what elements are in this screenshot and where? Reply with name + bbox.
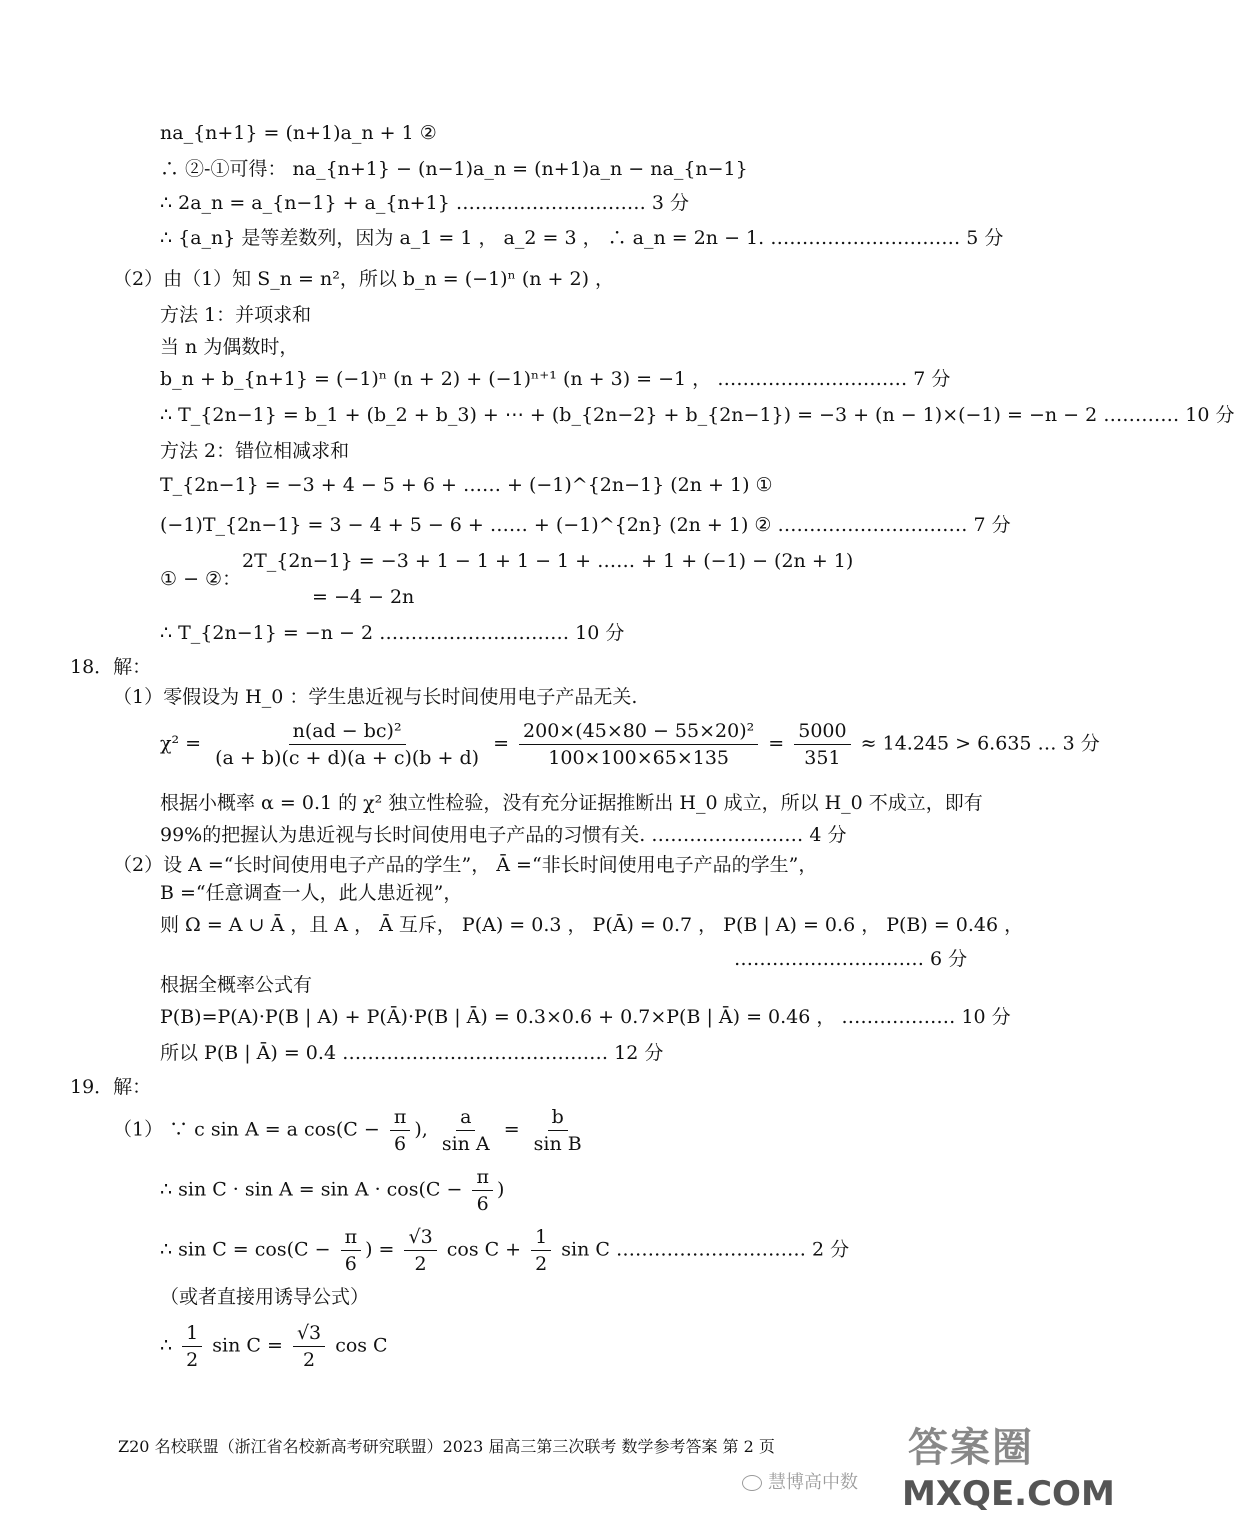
text-line: （或者直接用诱导公式） (160, 1286, 370, 1308)
fraction: $\frac{1}{2}$ (531, 1226, 551, 1275)
fraction: $\frac{√3}{2}$ (404, 1226, 436, 1275)
method-heading: 方法 2：错位相减求和 (160, 440, 350, 462)
wechat-icon (742, 1475, 762, 1491)
question-heading: 19．解： (70, 1076, 152, 1098)
eq-line: ∴ {a_n} 是等差数列，因为 a_1 = 1 ， a_2 = 3 ， ∴ a_n = 2n − 1. ………………………… 5 分 (160, 227, 1004, 249)
text-line: 根据小概率 α = 0.1 的 χ² 独立性检验，没有充分证据推断出 H_0 成立，所以 H_0 不成立，即有 (160, 792, 983, 814)
method-heading: 方法 1：并项求和 (160, 304, 312, 326)
fraction: $\frac{b}{\text{sin B}}$ (533, 1106, 582, 1155)
question-heading: 18．解： (70, 656, 152, 678)
fraction: $\frac{\pi}{6}$ (390, 1106, 411, 1155)
watermark-logo-cn: 答案圈 (908, 1425, 1034, 1471)
eq-line: P(B)=P(A)·P(B | A) + P(Ā)·P(B | Ā) = 0.3×0.6 + 0.7×P(B | Ā) = 0.46 ， ……………… 10 分 (160, 1006, 1011, 1028)
eq-line: b_n + b_{n+1} = (−1)ⁿ (n + 2) + (−1)ⁿ⁺¹ (n + 3) = −1 ， ………………………… 7 分 (160, 368, 951, 390)
watermark-wechat: 慧博高中数 (742, 1468, 858, 1494)
eq-line: 所以 P(B | Ā) = 0.4 …………………………………… 12 分 (160, 1042, 664, 1064)
fraction: $\frac{\text{200×(45×80 − 55×20)²}}{100\times 100\times 65\times 135}$ (519, 720, 758, 769)
fraction: $\frac{\pi}{6}$ (472, 1166, 493, 1215)
chi-lhs: χ² = (160, 732, 202, 755)
text-line: 根据全概率公式有 (160, 974, 313, 996)
text-line: 则 Ω = A ∪ Ā ，且 A ， Ā 互斥， P(A) = 0.3 ， P(Ā) = 0.7 ， P(B | A) = 0.6 ， P(B) = 0.46 ， (160, 914, 1024, 936)
eq-line: ∴ sin C · sin A = sin A · cos(C − $\frac{\pi}{6}$ ) (160, 1166, 505, 1215)
eq-label: ① − ②： (160, 568, 242, 590)
score-line: ………………………… 6 分 (734, 948, 968, 970)
text-line: 99%的把握认为患近视与长时间使用电子产品的习惯有关. …………………… 4 分 (160, 824, 847, 846)
eq-line: （1） ∵ c sin A = a cos(C − $\frac{\pi}{6}$ ), $\frac{a}{\text{sin A}}$ = $\frac{b}{\text{sin B}}$ (113, 1106, 590, 1155)
fraction: $\frac{\pi}{6}$ (341, 1226, 362, 1275)
fraction: $\frac{√3}{2}$ (293, 1322, 325, 1371)
text-line: 当 n 为偶数时， (160, 336, 299, 358)
text-line: B =“任意调查一人，此人患近视”， (160, 882, 463, 904)
eq-line: ∴ 2a_n = a_{n−1} + a_{n+1} ………………………… 3 分 (160, 192, 689, 214)
eq-line: ∴ T_{2n−1} = −n − 2 ………………………… 10 分 (160, 622, 625, 644)
eq-line: 2T_{2n−1} = −3 + 1 − 1 + 1 − 1 + …… + 1 + (−1) − (2n + 1) (242, 550, 854, 572)
part-heading: （2）由（1）知 S_n = n²，所以 b_n = (−1)ⁿ (n + 2) ， (113, 268, 615, 290)
eq-line: ∴ ②-①可得： na_{n+1} − (n−1)a_n = (n+1)a_n − na_{n−1} (160, 158, 748, 180)
eq-line: = −4 − 2n (312, 586, 415, 608)
watermark-logo-en: MXQE.COM (902, 1474, 1115, 1514)
fraction: $\frac{1}{2}$ (182, 1322, 202, 1371)
eq-line: ∴ T_{2n−1} = b_1 + (b_2 + b_3) + ⋯ + (b_{2n−2} + b_{2n−1}) = −3 + (n − 1)×(−1) = −n − 2 ………… 10 分 (160, 404, 1235, 426)
eq-line: ∴ $\frac{1}{2}$ sin C = $\frac{√3}{2}$ cos C (160, 1322, 388, 1371)
eq-line: T_{2n−1} = −3 + 4 − 5 + 6 + …… + (−1)^{2n−1} (2n + 1) ① (160, 474, 773, 496)
eq-line: na_{n+1} = (n+1)a_n + 1 ② (160, 122, 437, 144)
fraction: $\frac{a}{\text{sin A}}$ (441, 1106, 490, 1155)
part-heading: （1）零假设为 H_0 ：学生患近视与长时间使用电子产品无关. (113, 686, 638, 708)
eq-line: ∴ sin C = cos(C − $\frac{\pi}{6}$ ) = $\frac{√3}{2}$ cos C + $\frac{1}{2}$ sin C ………………………… 2 分 (160, 1226, 850, 1275)
eq-line: (−1)T_{2n−1} = 3 − 4 + 5 − 6 + …… + (−1)^{2n} (2n + 1) ② ………………………… 7 分 (160, 514, 1011, 536)
watermark-logo (900, 1412, 1115, 1522)
fraction: $\frac{\text{n(ad − bc)²}}{(a + b)(c + d)(a + c)(b + d)}$ (215, 720, 480, 769)
fraction: $\frac{5000}{351}$ (794, 720, 850, 769)
part-heading: （2）设 A =“长时间使用电子产品的学生”， Ā =“非长时间使用电子产品的学生”， (113, 854, 818, 876)
chi-square-formula: χ² = $\frac{\text{n(ad − bc)²}}{(a + b)(c + d)(a + c)(b + d)}$ = $\frac{\text{200×(45×80 − 55×20)²}}{100\times 100\times 65\times 135}$ = $\frac{5000}{351}$ ≈ 14.245 > 6.635 … 3 分 (160, 720, 1100, 769)
page-footer: Z20 名校联盟（浙江省名校新高考研究联盟）2023 届高三第三次联考 数学参考答案 第 2 页 (118, 1437, 775, 1456)
